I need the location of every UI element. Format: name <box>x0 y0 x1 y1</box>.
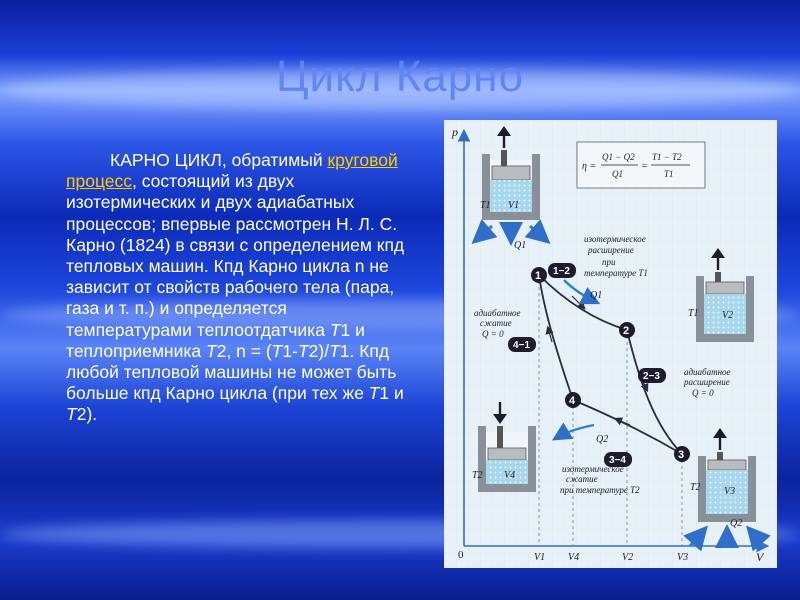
point-4 <box>565 392 581 408</box>
svg-text:η =: η = <box>582 161 597 172</box>
svg-text:3: 3 <box>678 449 685 461</box>
svg-text:расширение: расширение <box>588 245 634 255</box>
svg-text:T1: T1 <box>688 308 699 319</box>
point-2 <box>619 322 635 338</box>
svg-text:адиабатное: адиабатное <box>684 367 731 377</box>
origin-label: 0 <box>458 549 464 561</box>
efficiency-formula <box>577 142 705 188</box>
slide-title: Цикл Карно <box>275 52 525 101</box>
svg-text:3−4: 3−4 <box>609 455 626 466</box>
point-3 <box>674 446 690 462</box>
svg-text:2−3: 2−3 <box>643 371 660 382</box>
svg-text:V4: V4 <box>504 470 516 481</box>
tick-v3: V3 <box>677 552 689 563</box>
svg-text:Q1: Q1 <box>514 240 527 251</box>
tick-v2: V2 <box>622 552 634 563</box>
svg-text:V2: V2 <box>722 310 734 321</box>
svg-text:изотермическое: изотермическое <box>562 464 624 474</box>
tick-v1: V1 <box>534 552 546 563</box>
carnot-pv-svg <box>444 120 777 568</box>
svg-text:T1 − T2: T1 − T2 <box>652 152 682 162</box>
svg-text:2: 2 <box>623 325 630 337</box>
point-1 <box>531 267 547 283</box>
stage-1-2 <box>548 263 576 278</box>
svg-text:при температуре T2: при температуре T2 <box>560 485 640 495</box>
svg-text:V3: V3 <box>724 486 736 497</box>
carnot-cycle-diagram <box>444 120 777 568</box>
svg-text:1: 1 <box>535 270 542 282</box>
svg-text:=: = <box>641 161 648 172</box>
svg-text:T2: T2 <box>472 470 483 481</box>
svg-text:сжатие: сжатие <box>480 318 512 328</box>
svg-text:1−2: 1−2 <box>553 266 570 277</box>
stage-2-3 <box>638 368 666 383</box>
svg-text:расширение: расширение <box>684 377 730 387</box>
axis-p-label: p <box>452 125 458 139</box>
heat-q2-cycle: Q2 <box>596 434 609 445</box>
svg-text:V1: V1 <box>508 200 520 211</box>
svg-text:Q1 − Q2: Q1 − Q2 <box>602 152 635 162</box>
svg-text:Q = 0: Q = 0 <box>482 329 504 339</box>
link-circular-process[interactable]: круговой процесс <box>66 150 398 192</box>
stage-4-1 <box>508 337 536 352</box>
svg-text:Q1: Q1 <box>612 169 623 179</box>
svg-text:Q = 0: Q = 0 <box>692 388 714 398</box>
svg-text:сжатие: сжатие <box>566 474 598 484</box>
svg-text:изотермическое: изотермическое <box>584 234 646 244</box>
slide-body-text: КАРНО ЦИКЛ, обратимый круговой процесс, состоящий из двух изотермических и двух адиабатных процессов; впервые рассмотрен Н. Л. С. Карно (1824) в связи с определением кпд тепловых машин. Кпд Карно цикла n не зависит от свойств рабочего тела (пара, газа и т. п.) и определяется температурами теплоотдатчика T1 и теплоприемника T2, n = (T1-T2)/T1. Кпд любой тепловой машины не может быть больше кпд Карно цикла (при тех же T1 и T2). <box>66 150 405 425</box>
svg-text:температуре T1: температуре T1 <box>584 268 648 278</box>
svg-text:T2: T2 <box>690 482 701 493</box>
svg-text:Q2: Q2 <box>730 518 743 529</box>
svg-text:4−1: 4−1 <box>513 340 530 351</box>
tick-v4: V4 <box>568 552 580 563</box>
heat-q1-cycle: Q1 <box>590 290 603 301</box>
svg-text:T1: T1 <box>480 200 491 211</box>
svg-text:адиабатное: адиабатное <box>474 308 521 318</box>
axis-v-label: V <box>756 550 764 564</box>
svg-text:T1: T1 <box>664 169 674 179</box>
svg-text:при: при <box>602 257 616 267</box>
svg-text:4: 4 <box>569 395 576 407</box>
